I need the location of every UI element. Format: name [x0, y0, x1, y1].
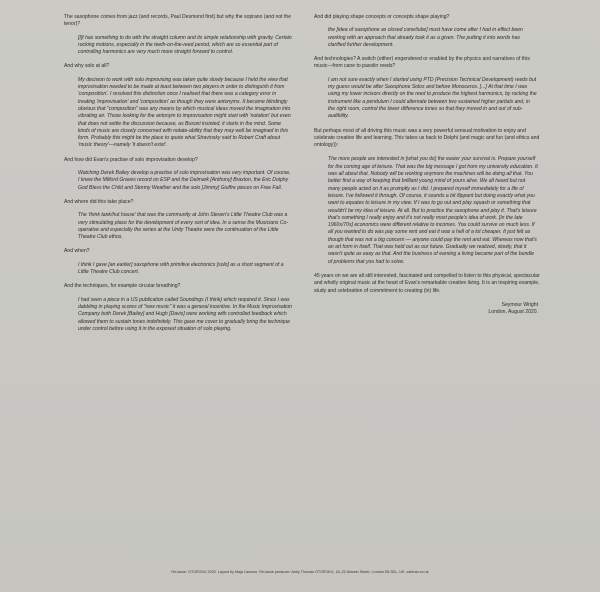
- paragraph: 45 years on we are all still interested, fascinated and compelled to listen to this physical, spectacular and wholly original music at the heart of Evan's remarkable creative living. It is an inspiring example, study and celebration of commitment to creating (in) life.: [314, 272, 540, 294]
- question: And why solo at all?: [64, 63, 110, 70]
- paragraph: But perhaps most of all driving this music was a very powerful sensual motivation to enjoy and celebrate creative life and learning. This takes us back to Delphi (and magic and fun (and ethics and ontology)):: [314, 127, 540, 149]
- signature-name: Seymour Wright: [501, 301, 538, 308]
- question: And technologies? A switch (either) engendered or enabled by the physics and narratives of this music—from cane to paxolin reeds?: [314, 56, 530, 70]
- question: And when?: [64, 248, 90, 255]
- credits-footer: Re-issue: OTOROKU 2020. Layout by Maja Larsson. Re-issue producer: Abby Thomas OTOROKU, 18–22 Ashwin Street, London E8 3DL, UK. cafeoto.co.uk: [171, 570, 429, 574]
- answer: I think I gave [an earlier] saxophone with primitive electronics [solo] as a short segment of a Little Theatre Club concert.: [78, 261, 284, 276]
- question: And did playing shape concepts or concepts shape playing?: [314, 14, 450, 20]
- answer: The more people are interested in [what you do] the easier your survival is. Prepare yourself for the coming age of leisure. That was the big message I got from my university education. It was all about that. Nobody will be working anymore the machines will be doing all that. You better find a way of keeping that brilliant young mind of yours alive. We all heard but not many people acted on it as promptly as I did. I prepared myself immediately for a life of leisure. I've followed it through. Of course, it sounds a bit flippant but doing exactly what you want to equates to leisure in my view. If I was to go out and play squash or something that wouldn't be my idea of leisure. At all. But to practice the saxophone and play it. That's leisure that's something I really enjoy and it's not really most people's idea of work. [In the late 1960s/70s] economics were different relative to incomes. You could survive on much less. If all you wanted to do was pay some rent and eat it was a hell of a lot cheaper. It just felt as though that was not a big concern — anyone could pay the rent and eat. Whereas now that's an art form in itself. That was held out as our future. Gradually we realized, slowly, that it wasn't quite as easy as that. And the business of earning a living became part of the bundle of problems that you had to solve.: [328, 156, 538, 265]
- question: The saxophone comes from jazz (and records, Paul Desmond first) but why the soprano (and not the tenor)?: [64, 14, 292, 28]
- answer: My decision to work with solo improvising was taken quite slowly because I held the view that improvisation needed to be made at least between two players in order to distinguish it from 'composition'. I resolved this distinction once I realised that there was a category error in treating 'improvisation' and 'composition' as though they were antonyms. It became blindingly obvious that "composition" was any means by which musical ideas moved the imagination into vibrating air. Those looking for the antonym to improvisation might start with 'notation' but even that does not settle the discussion because, as Busoni insisted, it starts in the mind. Some kinds of music are closely concerned with notate-ability that they may well be imagined in this form. Probably this might be the place to quote what Stravinsky said to Robert Craft about 'music theory'—namely 'it doesn't exist'.: [78, 76, 291, 149]
- right-column: [314, 14, 542, 316]
- answer: The 'think tank/hut house' that was the community at John Steven's Little Theatre Club was a very stimulating place for the development of every sort of idea. In a sense the Musicians Co-operative and especially the series at the Unity Theatre were the continuation of the Little Theatre Club ethos.: [78, 212, 289, 241]
- answer: [I]t has something to do with the straight column and its simple relationship with gravity. Certain rocking motions, especially in the teeth-on-the-reed period, which are so essential part of controlling harmonics are very much more straight forward to control.: [78, 34, 292, 56]
- left-column: [64, 14, 296, 340]
- answer: the [idea of saxophone as closed cone/tube] must have come after I had in effect been working with an approach that already took it as a given. The putting it into words has clarified further development.: [328, 27, 523, 48]
- answer: Watching Derek Bailey develop a practise of solo improvisation was very important. Of course, I knew the Milford Graves record on ESP and the Delmark [Anthony] Braxton, the Eric Dolphy God Bless the Child and Stormy Weather and the solo [Jimmy] Giuffre pieces on Free Fall.: [78, 170, 291, 191]
- signature-place-date: London, August 2020.: [488, 309, 538, 316]
- answer: I had seen a piece in a US publication called Soundings (I think) which required it. Since I was dabbling in playing scores of "new music" it was a general incentive. In the Music Improvisation Company both Derek [Bailey] and Hugh [Davis] were working with controlled feedback which allowed them to sustain tones indefinitely. This gave me cover to gradually bring the technique under control before using it in the exposed situation of solo playing.: [78, 296, 292, 332]
- question: And how did Evan's practise of solo improvisation develop?: [64, 156, 198, 163]
- question: And the techniques, for example circular breathing?: [64, 283, 181, 290]
- question: And where did this take place?: [64, 198, 134, 205]
- answer: I am not sure exactly when I started using PTD (Precision Technical Development) reeds but my guess would be after Saxophone Solos and before Monoceros. [...] At that time I was using my lower incisors directly on the reed to produce the highest harmonics, by rocking the instrument like a pendulum I could alternate between two sustained higher partials and, in the right room, control the lower difference tones so that they moved in and out of sub-audibility.: [328, 76, 537, 120]
